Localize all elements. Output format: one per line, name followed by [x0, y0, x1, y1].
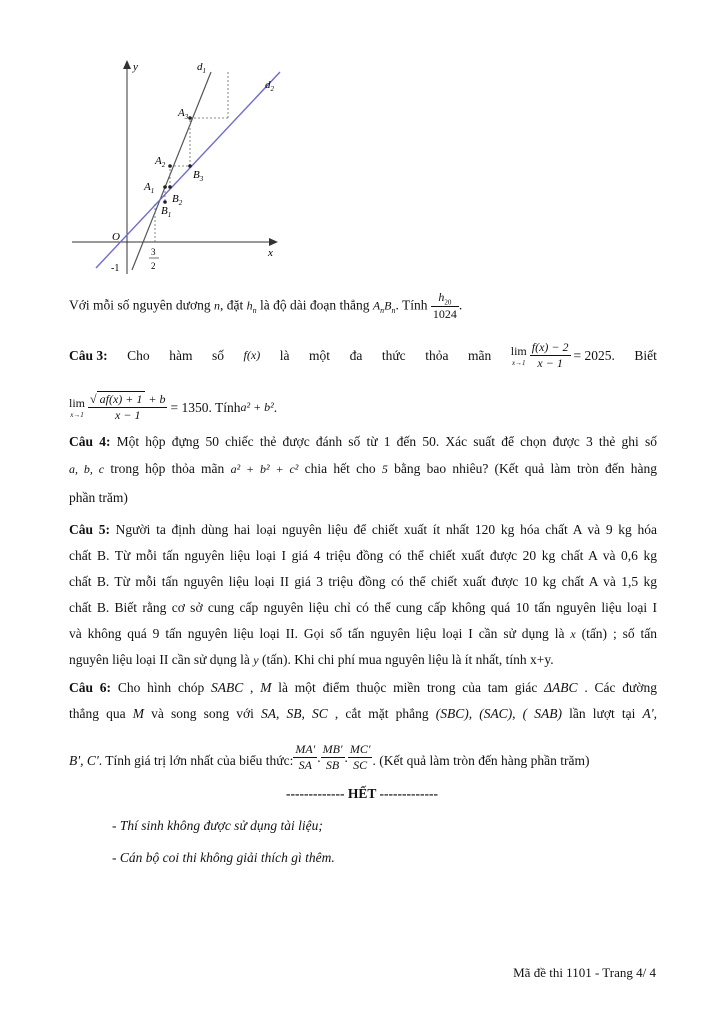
a3-label: $A_3$: [178, 107, 189, 121]
q6-line2: thẳng qua M và song song với SA, SB, SC , cắt mặt phẳng (SBC), (SAC), ( SAB) lần lượt tại A',: [69, 706, 657, 721]
q4-line1: Câu 4: Một hộp đựng 50 chiếc thẻ được đánh số từ 1 đến 50. Xác suất để chọn được 3 thẻ ghi số: [69, 434, 657, 449]
x-axis-label: x: [268, 247, 273, 259]
line-d2: [96, 72, 280, 268]
q5-line5: và không quá 9 tấn nguyên liệu loại II. Gọi số tấn nguyên liệu loại I cần sử dụng là x (tấn) ; số tấn: [69, 626, 658, 641]
q5-line3: chất B. Từ mỗi tấn nguyên liệu loại II giá 3 triệu đồng có thể chiết xuất được 10 kg chất A và 1,5 kg: [69, 574, 657, 589]
tick-two: 2: [151, 261, 156, 271]
a2-label: $A_2$: [155, 155, 166, 169]
q3-fraction-2: $\frac{√ af(x) + 1 + b}{x - 1}$: [90, 392, 166, 422]
q6-line3: B', C' . Tính giá trị lớn nhất của biểu thức: $\frac{MA'}{SA}$ . $\frac{MB'}{SB}$ . $\frac{MC'}{SC}$ . (Kết quả làm tròn đến hàng phần trăm): [69, 742, 590, 772]
end-mark: ------------- HẾT -------------: [286, 786, 438, 801]
q3-limit-1: lim x→1: [510, 344, 527, 367]
a1-label: $A_1$: [144, 181, 155, 195]
q3-limit-2: lim x→1: [69, 396, 86, 419]
page-footer: Mã đề thi 1101 - Trang 4/ 4: [513, 965, 656, 980]
q3-label: Câu 3:: [69, 347, 108, 363]
q5-line1: Câu 5: Người ta định dùng hai loại nguyên liệu để chiết xuất ít nhất 120 kg hóa chất A và 9 kg hóa: [69, 522, 657, 537]
d1-label: $d_1$: [197, 61, 206, 75]
q3-line1: Câu 3: Cho hàm số f(x) là một đa thức thỏa mãn lim x→1 $\frac{f(x) - 2}{x - 1}$ = 2025. Biết: [69, 340, 657, 370]
q5-line2: chất B. Từ mỗi tấn nguyên liệu loại I giá 4 triệu đồng có thể chiết xuất được 20 kg chất A và 0,6 kg: [69, 548, 657, 563]
intro-line: Với mỗi số nguyên dương n, đặt $h_n$ là độ dài đoạn thẳng $A_nB_n$. Tính $\frac{h_{20}}{1024}$ .: [69, 290, 463, 322]
q5-line4: chất B. Biết rằng cơ sở cung cấp nguyên liệu chỉ có thể cung cấp không quá 10 tấn nguyên liệu loại I: [69, 600, 657, 615]
q6-fraction-mb: $\frac{MB'}{SB}$: [322, 742, 343, 772]
x-axis-arrow: [269, 238, 278, 246]
note-1: - Thí sinh không được sử dụng tài liệu;: [112, 818, 323, 833]
h20-fraction: $\frac{h_{20}}{1024}$: [432, 290, 457, 322]
origin-label: O: [112, 231, 120, 243]
q3-fraction-1: $\frac{f(x) - 2}{x - 1}$: [531, 340, 569, 370]
q4-line2: a, b, c trong hộp thỏa mãn a² + b² + c² chia hết cho 5 bằng bao nhiêu? (Kết quả làm tròn đến hàng: [69, 461, 657, 476]
d2-label: $d_2$: [265, 79, 274, 93]
b3-label: $B_3$: [193, 169, 204, 183]
q5-line6: nguyên liệu loại II cần sử dụng là y (tấn). Khi chi phí mua nguyên liệu là ít nhất, tính x+y.: [69, 652, 554, 667]
q4-line3: phần trăm): [69, 490, 128, 505]
b2-label: $B_2$: [172, 193, 183, 207]
y-axis-arrow: [123, 60, 131, 69]
tick-minus-one: -1: [111, 263, 120, 274]
b1-label: $B_1$: [161, 205, 172, 219]
q3-line2: lim x→1 $\frac{√ af(x) + 1 + b}{x - 1}$ = 1350 . Tính a² + b² .: [69, 392, 278, 422]
q6-line1: Câu 6: Cho hình chóp SABC , M là một điểm thuộc miền trong của tam giác ΔABC . Các đường: [69, 680, 658, 695]
geometry-figure: [60, 52, 300, 282]
q6-expression: $\frac{MA'}{SA}$ . $\frac{MB'}{SB}$ . $\frac{MC'}{SC}$: [295, 742, 371, 772]
note-2: - Cán bộ coi thi không giải thích gì thêm.: [112, 850, 335, 865]
q6-fraction-ma: $\frac{MA'}{SA}$: [295, 742, 316, 772]
q6-fraction-mc: $\frac{MC'}{SC}$: [349, 742, 371, 772]
tick-three: 3: [151, 247, 156, 257]
y-axis-label: y: [133, 61, 138, 73]
